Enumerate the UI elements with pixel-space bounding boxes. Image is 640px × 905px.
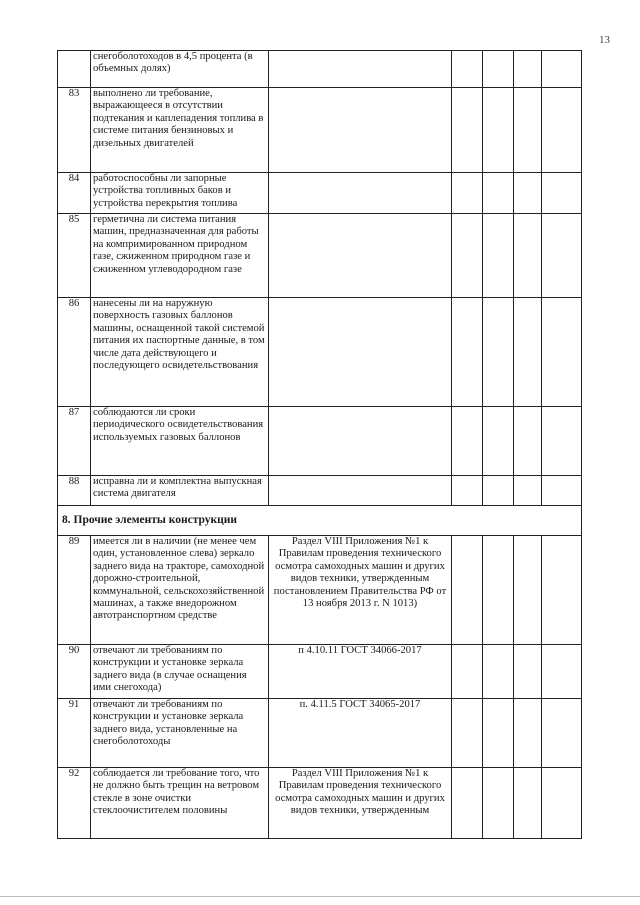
- normative-reference: [269, 298, 452, 407]
- answer-na-cell[interactable]: [514, 476, 542, 506]
- requirement-text: исправна ли и комплектна выпускная система двигателя: [91, 476, 269, 506]
- answer-no-cell[interactable]: [483, 51, 514, 88]
- row-number: 87: [58, 407, 91, 476]
- requirement-text: нанесены ли на наружную поверхность газовых баллонов машины, оснащенной такой системой питания их паспортные данные, в том числе дата действующего и последующего освидетельствования: [91, 298, 269, 407]
- notes-cell[interactable]: [542, 476, 582, 506]
- requirement-text: выполнено ли требование, выражающееся в отсутствии подтекания и каплепадения топлива в системе питания бензиновых и дизельных двигателей: [91, 88, 269, 173]
- answer-yes-cell[interactable]: [452, 214, 483, 298]
- page-bottom-rule: [0, 896, 640, 897]
- answer-no-cell[interactable]: [483, 298, 514, 407]
- answer-no-cell[interactable]: [483, 88, 514, 173]
- answer-no-cell[interactable]: [483, 476, 514, 506]
- row-number: 85: [58, 214, 91, 298]
- row-number: 86: [58, 298, 91, 407]
- answer-na-cell[interactable]: [514, 407, 542, 476]
- page-number: 13: [599, 34, 610, 46]
- normative-reference: [269, 214, 452, 298]
- row-number: [58, 51, 91, 88]
- row-number: 92: [58, 768, 91, 839]
- answer-no-cell[interactable]: [483, 536, 514, 645]
- requirement-text: снегоболотоходов в 4,5 процента (в объемных долях): [91, 51, 269, 88]
- answer-no-cell[interactable]: [483, 645, 514, 699]
- row-number: 89: [58, 536, 91, 645]
- requirement-text: соблюдается ли требование того, что не должно быть трещин на ветровом стекле в зоне очистки стеклоочистителем половины: [91, 768, 269, 839]
- notes-cell[interactable]: [542, 645, 582, 699]
- row-number: 88: [58, 476, 91, 506]
- answer-na-cell[interactable]: [514, 536, 542, 645]
- normative-reference: Раздел VIII Приложения №1 к Правилам проведения технического осмотра самоходных машин и других видов техники, утвержденным постановлением Правительства РФ от 13 ноября 2013 г. N 1013): [269, 536, 452, 645]
- answer-yes-cell[interactable]: [452, 298, 483, 407]
- table-row: [58, 645, 582, 699]
- requirement-text: отвечают ли требованиям по конструкции и установке зеркала заднего вида, установленные на снегоболотоходы: [91, 699, 269, 768]
- answer-no-cell[interactable]: [483, 173, 514, 214]
- normative-reference: Раздел VIII Приложения №1 к Правилам проведения технического осмотра самоходных машин и других видов техники, утвержденным: [269, 768, 452, 839]
- answer-no-cell[interactable]: [483, 768, 514, 839]
- section-title: 8. Прочие элементы конструкции: [58, 506, 582, 536]
- table-row: [58, 699, 582, 768]
- answer-yes-cell[interactable]: [452, 476, 483, 506]
- notes-cell[interactable]: [542, 768, 582, 839]
- notes-cell[interactable]: [542, 88, 582, 173]
- answer-na-cell[interactable]: [514, 645, 542, 699]
- answer-na-cell[interactable]: [514, 88, 542, 173]
- table-row: [58, 51, 582, 88]
- answer-na-cell[interactable]: [514, 768, 542, 839]
- answer-no-cell[interactable]: [483, 699, 514, 768]
- answer-yes-cell[interactable]: [452, 407, 483, 476]
- notes-cell[interactable]: [542, 407, 582, 476]
- notes-cell[interactable]: [542, 298, 582, 407]
- answer-na-cell[interactable]: [514, 173, 542, 214]
- table-row: [58, 88, 582, 173]
- normative-reference: [269, 476, 452, 506]
- answer-yes-cell[interactable]: [452, 699, 483, 768]
- requirement-text: герметична ли система питания машин, предназначенная для работы на компримированном природном газе, сжиженном природном газе и сжиженном углеводородном газе: [91, 214, 269, 298]
- normative-reference: [269, 88, 452, 173]
- table-row: [58, 407, 582, 476]
- answer-yes-cell[interactable]: [452, 88, 483, 173]
- answer-na-cell[interactable]: [514, 699, 542, 768]
- table-row: [58, 476, 582, 506]
- requirement-text: соблюдаются ли сроки периодического освидетельствования используемых газовых баллонов: [91, 407, 269, 476]
- table-row: [58, 298, 582, 407]
- answer-na-cell[interactable]: [514, 298, 542, 407]
- requirement-text: отвечают ли требованиям по конструкции и установке зеркала заднего вида (в случае оснащения ими снегохода): [91, 645, 269, 699]
- normative-reference: п. 4.11.5 ГОСТ 34065-2017: [269, 699, 452, 768]
- table-row: [58, 214, 582, 298]
- answer-yes-cell[interactable]: [452, 536, 483, 645]
- requirement-text: имеется ли в наличии (не менее чем один, установленное слева) зеркало заднего вида на тракторе, самоходной дорожно-строительной, коммунальной, сельскохозяйственной машинах, а также внедорожном автотранспортном средстве: [91, 536, 269, 645]
- answer-no-cell[interactable]: [483, 214, 514, 298]
- normative-reference: [269, 173, 452, 214]
- notes-cell[interactable]: [542, 51, 582, 88]
- answer-yes-cell[interactable]: [452, 173, 483, 214]
- requirement-text: работоспособны ли запорные устройства топливных баков и устройства перекрытия топлива: [91, 173, 269, 214]
- notes-cell[interactable]: [542, 699, 582, 768]
- notes-cell[interactable]: [542, 173, 582, 214]
- answer-na-cell[interactable]: [514, 51, 542, 88]
- table-row: [58, 768, 582, 839]
- answer-yes-cell[interactable]: [452, 51, 483, 88]
- normative-reference: [269, 51, 452, 88]
- normative-reference: п 4.10.11 ГОСТ 34066-2017: [269, 645, 452, 699]
- table-row: [58, 536, 582, 645]
- row-number: 90: [58, 645, 91, 699]
- answer-no-cell[interactable]: [483, 407, 514, 476]
- answer-yes-cell[interactable]: [452, 768, 483, 839]
- row-number: 91: [58, 699, 91, 768]
- checklist-table: [57, 50, 582, 839]
- normative-reference: [269, 407, 452, 476]
- notes-cell[interactable]: [542, 214, 582, 298]
- answer-na-cell[interactable]: [514, 214, 542, 298]
- notes-cell[interactable]: [542, 536, 582, 645]
- table-row: [58, 173, 582, 214]
- section-header-row: [58, 506, 582, 536]
- row-number: 84: [58, 173, 91, 214]
- answer-yes-cell[interactable]: [452, 645, 483, 699]
- row-number: 83: [58, 88, 91, 173]
